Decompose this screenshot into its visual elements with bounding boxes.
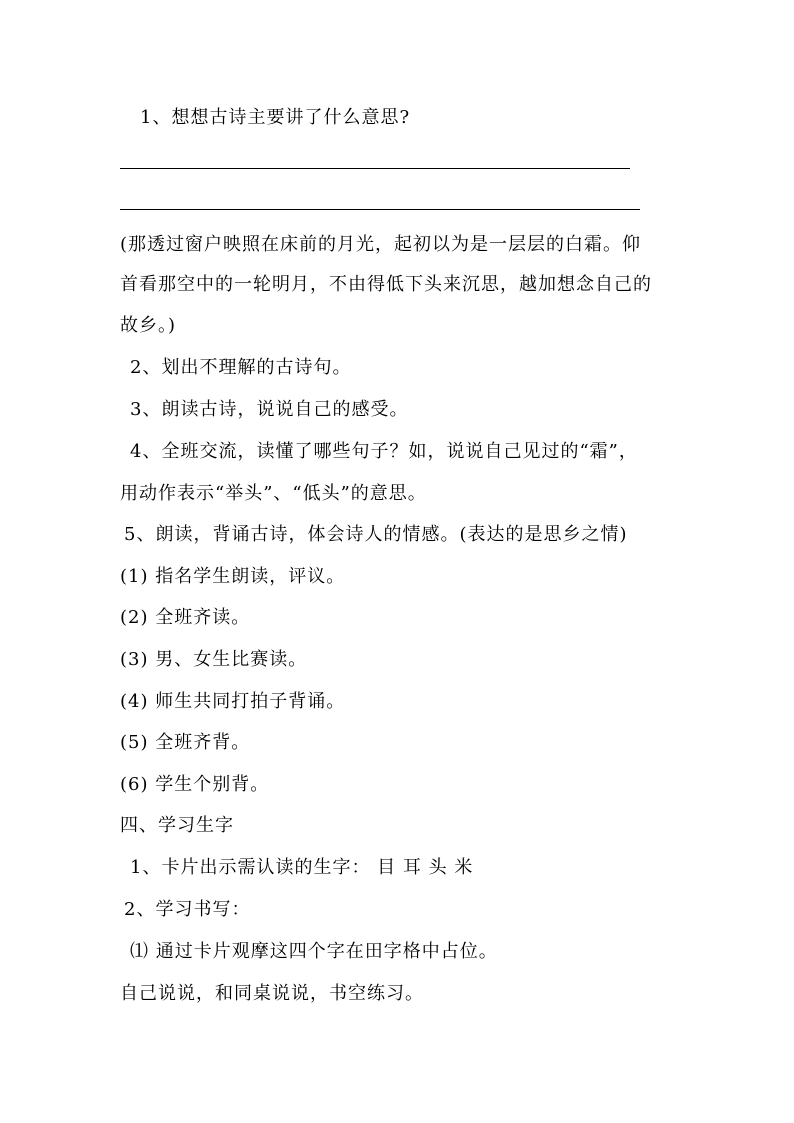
answer-paragraph-line-2: 首看那空中的一轮明月，不由得低下头来沉思，越加想念自己的 — [120, 274, 652, 295]
card-item-2-sub-2: 自己说说，和同桌说说，书空练习。 — [120, 983, 424, 1004]
answer-paragraph-line-1: (那透过窗户映照在床前的月光，起初以为是一层层的白霜。仰 — [120, 234, 642, 255]
step-6: (6) 学生个别背。 — [120, 774, 270, 795]
step-4: (4) 师生共同打拍子背诵。 — [120, 691, 346, 712]
answer-paragraph-line-3: 故乡。) — [120, 315, 177, 336]
question-4-line-2: 用动作表示“举头”、“低头”的意思。 — [120, 483, 427, 504]
question-1: 1、想想古诗主要讲了什么意思? — [140, 107, 411, 128]
question-5: 5、朗读，背诵古诗，体会诗人的情感。(表达的是思乡之情) — [124, 524, 628, 545]
card-item-2: 2、学习书写： — [124, 899, 251, 920]
step-3: (3) 男、女生比赛读。 — [120, 649, 308, 670]
section-4-heading: 四、学习生字 — [120, 815, 234, 836]
answer-blank-line-2 — [120, 209, 640, 210]
question-3: 3、朗读古诗，说说自己的感受。 — [130, 399, 409, 420]
step-5: (5) 全班齐背。 — [120, 732, 251, 753]
question-2: 2、划出不理解的古诗句。 — [130, 357, 352, 378]
card-item-2-sub-1: ⑴ 通过卡片观摩这四个字在田字格中占位。 — [130, 941, 498, 962]
question-4-line-1: 4、全班交流，读懂了哪些句子？如，说说自己见过的“霜”， — [130, 441, 638, 462]
step-1: (1) 指名学生朗读，评议。 — [120, 566, 346, 587]
answer-blank-line-1 — [120, 168, 630, 169]
card-item-1: 1、卡片出示需认读的生字： 目 耳 头 米 — [130, 857, 474, 878]
step-2: (2) 全班齐读。 — [120, 607, 251, 628]
